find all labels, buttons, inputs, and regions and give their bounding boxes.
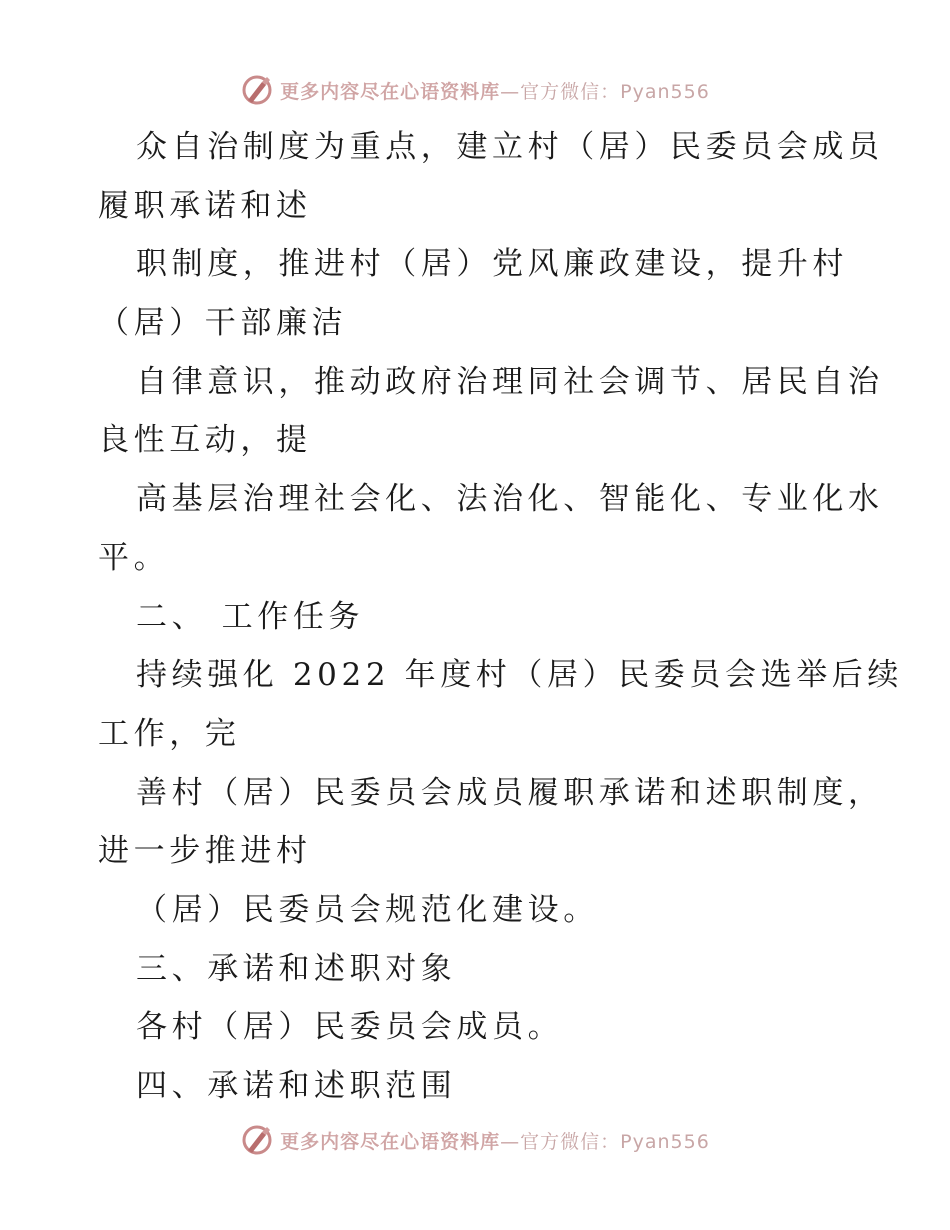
body-line: 善村（居）民委员会成员履职承诺和述职制度， <box>136 774 884 811</box>
body-line: 高基层治理社会化、法治化、智能化、专业化水 <box>136 481 884 518</box>
body-line: 平。 <box>98 539 170 576</box>
watermark-separator: — <box>500 1130 521 1153</box>
body-line: 众自治制度为重点，建立村（居）民委员会成员 <box>136 129 884 165</box>
header-watermark <box>0 70 950 110</box>
body-line: 持续强化 2022 年度村（居）民委员会选举后续 <box>136 657 903 694</box>
body-line: 进一步推进村 <box>98 833 312 870</box>
pen-logo-icon <box>240 1123 274 1157</box>
section-heading: 三、承诺和述职对象 <box>136 950 457 987</box>
body-line: （居）民委员会规范化建设。 <box>136 891 599 928</box>
footer-watermark <box>0 1120 950 1160</box>
section-heading: 四、承诺和述职范围 <box>136 1068 457 1104</box>
watermark-wechat: 官方微信：Pyan556 <box>520 1130 710 1153</box>
watermark-text <box>280 77 710 104</box>
body-line: 良性互动，提 <box>98 422 312 459</box>
body-line: 工作，完 <box>98 715 241 752</box>
watermark-separator: — <box>500 80 521 103</box>
watermark-brand: 更多内容尽在心语资料库 <box>280 1130 501 1153</box>
body-line: 各村（居）民委员会成员。 <box>136 1009 564 1046</box>
watermark-wechat: 官方微信：Pyan556 <box>520 80 710 103</box>
document-body <box>98 118 903 1116</box>
watermark-text <box>280 1127 710 1154</box>
body-line: 自律意识，推动政府治理同社会调节、居民自治 <box>136 363 884 400</box>
body-line: 职制度，推进村（居）党风廉政建设，提升村 <box>136 246 848 283</box>
watermark-brand: 更多内容尽在心语资料库 <box>280 80 501 103</box>
pen-logo-icon <box>240 73 274 107</box>
section-heading: 二、 工作任务 <box>136 598 365 635</box>
body-line: 履职承诺和述 <box>98 187 312 224</box>
body-line: （居）干部廉洁 <box>98 305 348 342</box>
